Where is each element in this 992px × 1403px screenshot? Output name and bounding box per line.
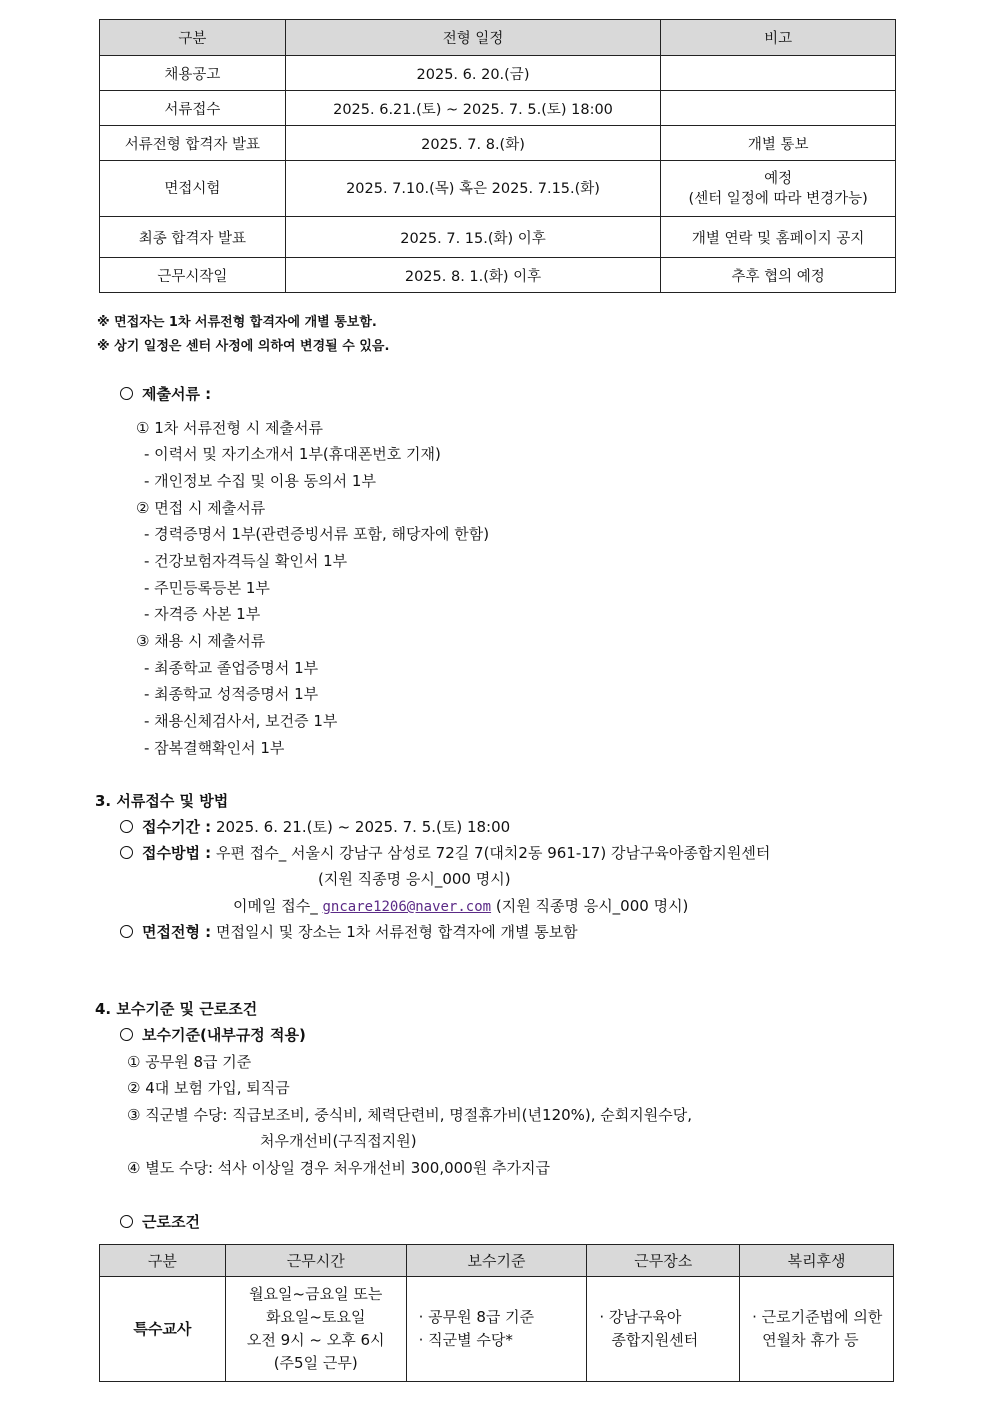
work-place-line: · 강남구육아 xyxy=(599,1308,682,1326)
work-header: 복리후생 xyxy=(740,1245,894,1277)
schedule-cell: 추후 협의 예정 xyxy=(661,258,896,293)
table-row xyxy=(100,126,896,161)
work-heading-label: 근로조건 xyxy=(142,1213,200,1231)
email-note: (지원 직종명 응시_000 명시) xyxy=(495,897,689,915)
work-pay-line: · 공무원 8급 기준 xyxy=(418,1308,535,1326)
list-item: - 이력서 및 자기소개서 1부(휴대폰번호 기재) xyxy=(144,445,441,463)
circle-bullet-icon xyxy=(120,1215,133,1228)
schedule-cell: 면접시험 xyxy=(100,161,286,217)
list-item: - 개인정보 수집 및 이용 동의서 1부 xyxy=(144,472,376,490)
circle-bullet-icon xyxy=(120,1028,133,1041)
work-pay-line: · 직군별 수당* xyxy=(418,1331,513,1349)
work-header: 구분 xyxy=(100,1245,226,1277)
email-link[interactable]: gncare1206@naver.com xyxy=(322,899,492,915)
schedule-note: ※ 상기 일정은 센터 사정에 의하여 변경될 수 있음. xyxy=(97,339,390,354)
circle-bullet-icon xyxy=(120,925,133,938)
method-row xyxy=(120,842,770,863)
email-prefix: 이메일 접수_ xyxy=(233,897,318,915)
interview-value: 면접일시 및 장소는 1차 서류전형 합격자에 개별 통보함 xyxy=(215,923,578,941)
work-header: 근무장소 xyxy=(587,1245,740,1277)
work-header-row xyxy=(100,1245,894,1277)
table-row xyxy=(100,91,896,126)
list-item: ② 4대 보험 가입, 퇴직금 xyxy=(127,1079,290,1097)
schedule-cell: 개별 통보 xyxy=(661,126,896,161)
documents-group-title: ① 1차 서류전형 시 제출서류 xyxy=(136,419,323,437)
list-item: ④ 별도 수당: 석사 이상일 경우 처우개선비 300,000원 추가지급 xyxy=(127,1159,550,1177)
table-row xyxy=(100,258,896,293)
method-label: 접수방법 : xyxy=(142,844,212,862)
schedule-cell: 2025. 7. 8.(화) xyxy=(285,126,661,161)
schedule-cell: 2025. 6.21.(토) ~ 2025. 7. 5.(토) 18:00 xyxy=(285,91,661,126)
list-item: ① 공무원 8급 기준 xyxy=(127,1053,252,1071)
list-item-continuation: 처우개선비(구직접지원) xyxy=(260,1132,417,1150)
schedule-cell: 서류접수 xyxy=(100,91,286,126)
schedule-cell: 2025. 8. 1.(화) 이후 xyxy=(285,258,661,293)
schedule-note-line: (센터 일정에 따라 변경가능) xyxy=(688,190,868,207)
work-hours-line: 화요일~토요일 xyxy=(265,1308,366,1326)
list-item: - 채용신체검사서, 보건증 1부 xyxy=(144,712,338,730)
method-value: 우편 접수_ 서울시 강남구 삼성로 72길 7(대치2동 961-17) 강남구육아종합지원센터 xyxy=(215,844,771,862)
documents-group-title: ② 면접 시 제출서류 xyxy=(136,499,266,517)
documents-heading xyxy=(120,383,211,404)
section-title: 4. 보수기준 및 근로조건 xyxy=(95,1000,258,1018)
list-item: - 건강보험자격득실 확인서 1부 xyxy=(144,552,348,570)
work-hours-cell xyxy=(225,1277,406,1382)
schedule-header: 비고 xyxy=(661,20,896,56)
period-label: 접수기간 : xyxy=(142,818,212,836)
interview-row xyxy=(120,921,578,942)
schedule-table xyxy=(99,19,896,293)
work-hours-line: 오전 9시 ~ 오후 6시 xyxy=(246,1331,385,1349)
work-hours-line: 월요일~금요일 또는 xyxy=(249,1285,383,1303)
schedule-note-line: 예정 xyxy=(764,170,793,187)
schedule-cell: 개별 연락 및 홈페이지 공지 xyxy=(661,217,896,258)
list-item: - 자격증 사본 1부 xyxy=(144,605,261,623)
schedule-note: ※ 면접자는 1차 서류전형 합격자에 개별 통보함. xyxy=(97,315,377,330)
table-row xyxy=(100,161,896,217)
schedule-note-cell xyxy=(661,161,896,217)
schedule-cell: 2025. 6. 20.(금) xyxy=(285,56,661,91)
schedule-cell: 채용공고 xyxy=(100,56,286,91)
schedule-header: 구분 xyxy=(100,20,286,56)
schedule-cell xyxy=(661,56,896,91)
work-place-line: 종합지원센터 xyxy=(611,1331,699,1349)
work-hours-line: (주5일 근무) xyxy=(273,1354,358,1372)
documents-group-title: ③ 채용 시 제출서류 xyxy=(136,632,266,650)
period-value: 2025. 6. 21.(토) ~ 2025. 7. 5.(토) 18:00 xyxy=(215,818,511,836)
work-header: 보수기준 xyxy=(406,1245,587,1277)
list-item: - 최종학교 졸업증명서 1부 xyxy=(144,659,319,677)
schedule-cell: 2025. 7. 15.(화) 이후 xyxy=(285,217,661,258)
circle-bullet-icon xyxy=(120,820,133,833)
list-item: - 주민등록등본 1부 xyxy=(144,579,270,597)
schedule-cell: 2025. 7.10.(목) 혹은 2025. 7.15.(화) xyxy=(285,161,661,217)
work-category-cell: 특수교사 xyxy=(100,1277,226,1382)
pay-heading-label: 보수기준(내부규정 적용) xyxy=(142,1026,306,1044)
work-header: 근무시간 xyxy=(225,1245,406,1277)
work-welfare-line: · 근로기준법에 의한 xyxy=(752,1308,883,1326)
interview-label: 면접전형 : xyxy=(142,923,212,941)
work-welfare-line: 연월차 휴가 등 xyxy=(762,1331,859,1349)
schedule-cell: 근무시작일 xyxy=(100,258,286,293)
work-welfare-cell xyxy=(740,1277,894,1382)
schedule-cell: 최종 합격자 발표 xyxy=(100,217,286,258)
list-item: - 잠복결핵확인서 1부 xyxy=(144,739,285,757)
table-row xyxy=(100,217,896,258)
work-pay-cell xyxy=(406,1277,587,1382)
list-item: - 경력증명서 1부(관련증빙서류 포함, 해당자에 한함) xyxy=(144,525,490,543)
email-row xyxy=(233,895,688,916)
circle-bullet-icon xyxy=(120,846,133,859)
table-row xyxy=(100,56,896,91)
section-title: 3. 서류접수 및 방법 xyxy=(95,792,229,810)
table-row xyxy=(100,1277,894,1382)
schedule-header: 전형 일정 xyxy=(285,20,661,56)
schedule-header-row xyxy=(100,20,896,56)
period-row xyxy=(120,816,510,837)
method-note: (지원 직종명 응시_000 명시) xyxy=(318,870,511,888)
documents-heading-label: 제출서류 : xyxy=(142,385,212,403)
circle-bullet-icon xyxy=(120,387,133,400)
list-item: - 최종학교 성적증명서 1부 xyxy=(144,685,319,703)
work-place-cell xyxy=(587,1277,740,1382)
work-conditions-table xyxy=(99,1244,894,1382)
list-item: ③ 직군별 수당: 직급보조비, 중식비, 체력단련비, 명절휴가비(년120%), 순회지원수당, xyxy=(127,1106,693,1124)
pay-heading xyxy=(120,1024,306,1045)
schedule-cell xyxy=(661,91,896,126)
schedule-cell: 서류전형 합격자 발표 xyxy=(100,126,286,161)
work-heading xyxy=(120,1211,200,1232)
